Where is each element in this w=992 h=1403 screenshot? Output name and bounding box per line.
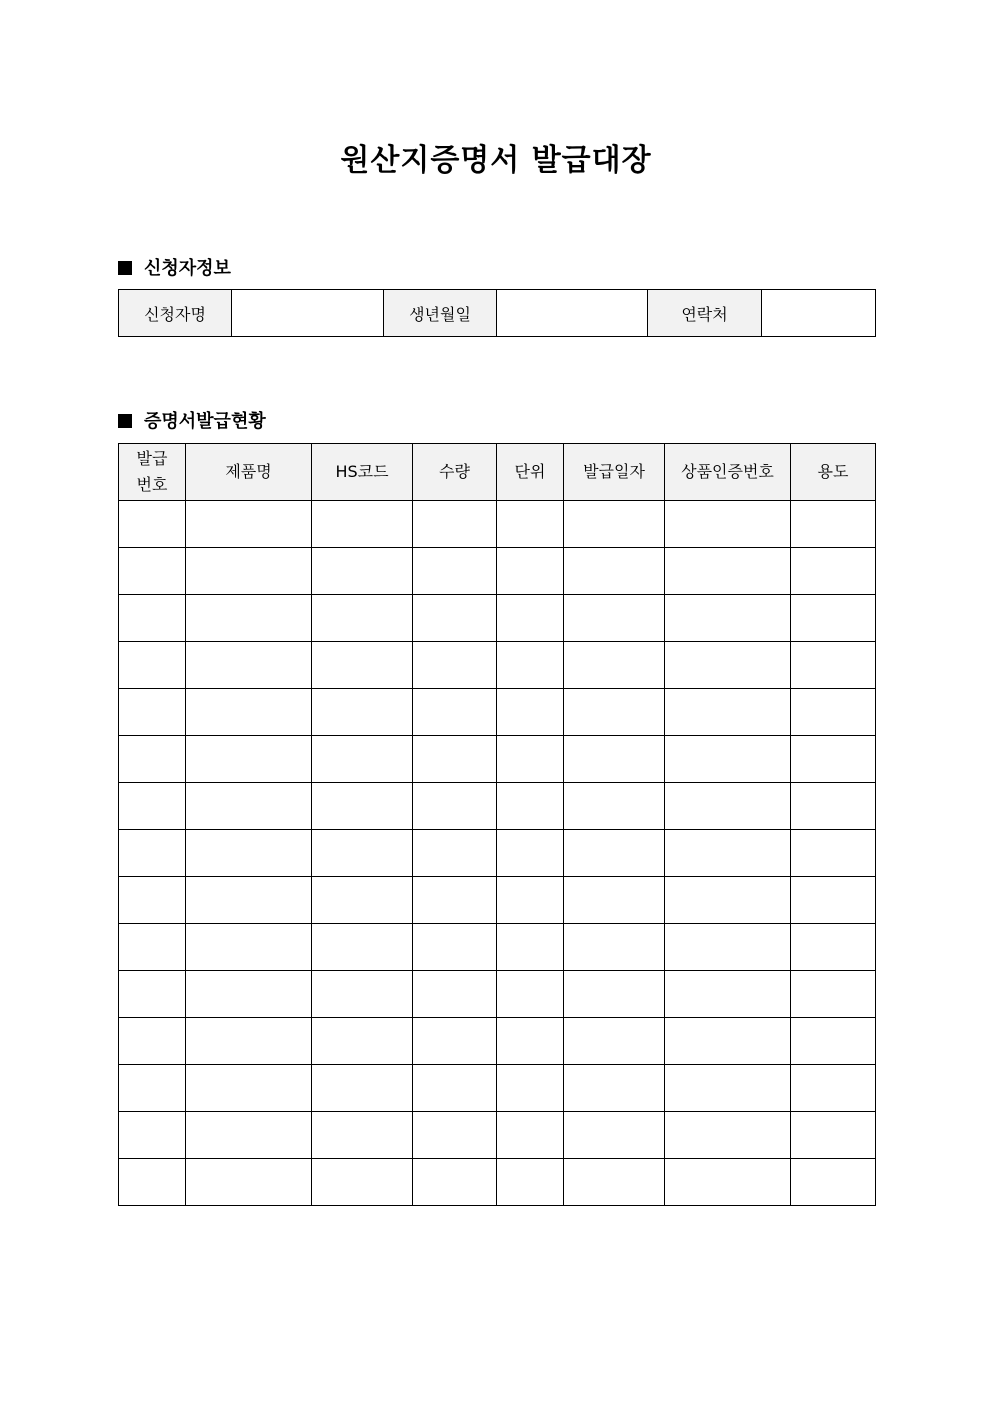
unit-cell[interactable] <box>497 1018 564 1065</box>
table-header-row <box>119 444 876 501</box>
table-row <box>119 736 876 783</box>
quantity-cell[interactable] <box>413 1159 497 1206</box>
unit-cell[interactable] <box>497 877 564 924</box>
product-cert-no-cell[interactable] <box>665 783 791 830</box>
product-cert-no-cell[interactable] <box>665 971 791 1018</box>
product-cert-no-cell[interactable] <box>665 1159 791 1206</box>
issue-date-cell[interactable] <box>564 877 665 924</box>
issue-no-cell[interactable] <box>119 1018 186 1065</box>
product-name-cell[interactable] <box>186 830 312 877</box>
unit-cell[interactable] <box>497 642 564 689</box>
unit-cell[interactable] <box>497 595 564 642</box>
issue-no-line1: 발급 <box>136 449 168 468</box>
hs-code-cell[interactable] <box>312 1018 413 1065</box>
square-bullet-icon <box>118 414 132 428</box>
unit-cell[interactable] <box>497 1065 564 1112</box>
product-name-cell[interactable] <box>186 736 312 783</box>
applicant-section-heading <box>118 254 231 280</box>
hs-code-cell[interactable] <box>312 971 413 1018</box>
unit-cell[interactable] <box>497 1112 564 1159</box>
usage-cell[interactable] <box>791 736 876 783</box>
hs-code-cell[interactable] <box>312 830 413 877</box>
table-row <box>119 501 876 548</box>
issue-no-cell[interactable] <box>119 642 186 689</box>
issue-no-line2: 번호 <box>136 475 168 494</box>
unit-cell[interactable] <box>497 736 564 783</box>
issue-no-cell[interactable] <box>119 971 186 1018</box>
hs-code-cell[interactable] <box>312 1112 413 1159</box>
column-header-quantity: 수량 <box>413 444 497 501</box>
quantity-cell[interactable] <box>413 924 497 971</box>
usage-cell[interactable] <box>791 1159 876 1206</box>
hs-code-cell[interactable] <box>312 689 413 736</box>
quantity-cell[interactable] <box>413 501 497 548</box>
quantity-cell[interactable] <box>413 971 497 1018</box>
table-row <box>119 1065 876 1112</box>
product-name-cell[interactable] <box>186 1112 312 1159</box>
usage-cell[interactable] <box>791 642 876 689</box>
issue-no-cell[interactable] <box>119 830 186 877</box>
issue-date-cell[interactable] <box>564 548 665 595</box>
product-cert-no-cell[interactable] <box>665 877 791 924</box>
usage-cell[interactable] <box>791 548 876 595</box>
product-name-cell[interactable] <box>186 1065 312 1112</box>
issue-date-cell[interactable] <box>564 1112 665 1159</box>
quantity-cell[interactable] <box>413 689 497 736</box>
product-name-cell[interactable] <box>186 924 312 971</box>
product-cert-no-cell[interactable] <box>665 501 791 548</box>
usage-cell[interactable] <box>791 501 876 548</box>
contact-label: 연락처 <box>648 290 762 337</box>
table-row <box>119 689 876 736</box>
usage-cell[interactable] <box>791 830 876 877</box>
usage-cell[interactable] <box>791 971 876 1018</box>
quantity-cell[interactable] <box>413 642 497 689</box>
applicant-info-table <box>118 289 876 337</box>
issuance-section-heading <box>118 407 266 433</box>
product-cert-no-cell[interactable] <box>665 736 791 783</box>
square-bullet-icon <box>118 261 132 275</box>
hs-code-cell[interactable] <box>312 783 413 830</box>
issue-date-cell[interactable] <box>564 830 665 877</box>
table-row <box>119 642 876 689</box>
issuance-register-table <box>118 443 876 1206</box>
column-header-usage: 용도 <box>791 444 876 501</box>
applicant-name-field[interactable] <box>232 290 384 337</box>
quantity-cell[interactable] <box>413 1112 497 1159</box>
unit-cell[interactable] <box>497 783 564 830</box>
quantity-cell[interactable] <box>413 783 497 830</box>
hs-code-cell[interactable] <box>312 501 413 548</box>
quantity-cell[interactable] <box>413 830 497 877</box>
quantity-cell[interactable] <box>413 877 497 924</box>
product-cert-no-cell[interactable] <box>665 830 791 877</box>
usage-cell[interactable] <box>791 1112 876 1159</box>
column-header-product-cert-no: 상품인증번호 <box>665 444 791 501</box>
table-row <box>119 1159 876 1206</box>
applicant-name-label: 신청자명 <box>119 290 232 337</box>
product-cert-no-cell[interactable] <box>665 689 791 736</box>
product-name-cell[interactable] <box>186 783 312 830</box>
issue-no-cell[interactable] <box>119 1159 186 1206</box>
product-name-cell[interactable] <box>186 595 312 642</box>
quantity-cell[interactable] <box>413 736 497 783</box>
unit-cell[interactable] <box>497 830 564 877</box>
product-cert-no-cell[interactable] <box>665 1112 791 1159</box>
issue-date-cell[interactable] <box>564 924 665 971</box>
quantity-cell[interactable] <box>413 595 497 642</box>
birth-date-field[interactable] <box>497 290 648 337</box>
product-cert-no-cell[interactable] <box>665 1018 791 1065</box>
usage-cell[interactable] <box>791 595 876 642</box>
product-name-cell[interactable] <box>186 1159 312 1206</box>
issue-no-cell[interactable] <box>119 595 186 642</box>
usage-cell[interactable] <box>791 783 876 830</box>
table-row <box>119 924 876 971</box>
hs-code-cell[interactable] <box>312 548 413 595</box>
product-name-cell[interactable] <box>186 642 312 689</box>
product-cert-no-cell[interactable] <box>665 924 791 971</box>
product-name-cell[interactable] <box>186 501 312 548</box>
usage-cell[interactable] <box>791 689 876 736</box>
column-header-unit: 단위 <box>497 444 564 501</box>
unit-cell[interactable] <box>497 1159 564 1206</box>
issue-no-cell[interactable] <box>119 689 186 736</box>
column-header-product-name: 제품명 <box>186 444 312 501</box>
product-cert-no-cell[interactable] <box>665 595 791 642</box>
table-row <box>119 1112 876 1159</box>
column-header-issue-no <box>119 444 186 501</box>
hs-code-cell[interactable] <box>312 736 413 783</box>
product-name-cell[interactable] <box>186 971 312 1018</box>
product-cert-no-cell[interactable] <box>665 548 791 595</box>
issue-no-cell[interactable] <box>119 548 186 595</box>
applicant-heading-text: 신청자정보 <box>144 258 231 279</box>
usage-cell[interactable] <box>791 877 876 924</box>
product-name-cell[interactable] <box>186 1018 312 1065</box>
table-row <box>119 548 876 595</box>
issue-date-cell[interactable] <box>564 642 665 689</box>
unit-cell[interactable] <box>497 689 564 736</box>
unit-cell[interactable] <box>497 548 564 595</box>
usage-cell[interactable] <box>791 1018 876 1065</box>
product-cert-no-cell[interactable] <box>665 1065 791 1112</box>
usage-cell[interactable] <box>791 1065 876 1112</box>
quantity-cell[interactable] <box>413 548 497 595</box>
unit-cell[interactable] <box>497 971 564 1018</box>
hs-code-cell[interactable] <box>312 1159 413 1206</box>
contact-field[interactable] <box>762 290 876 337</box>
issue-date-cell[interactable] <box>564 1065 665 1112</box>
table-body <box>119 501 876 1206</box>
issue-date-cell[interactable] <box>564 1159 665 1206</box>
issue-date-cell[interactable] <box>564 595 665 642</box>
product-name-cell[interactable] <box>186 548 312 595</box>
table-row <box>119 783 876 830</box>
issue-date-cell[interactable] <box>564 1018 665 1065</box>
issuance-heading-text: 증명서발급현황 <box>144 411 266 432</box>
table-row <box>119 877 876 924</box>
unit-cell[interactable] <box>497 501 564 548</box>
hs-code-cell[interactable] <box>312 877 413 924</box>
usage-cell[interactable] <box>791 924 876 971</box>
hs-code-cell[interactable] <box>312 642 413 689</box>
quantity-cell[interactable] <box>413 1065 497 1112</box>
unit-cell[interactable] <box>497 924 564 971</box>
issue-no-cell[interactable] <box>119 783 186 830</box>
applicant-info-row <box>119 290 876 337</box>
column-header-issue-date: 발급일자 <box>564 444 665 501</box>
hs-code-cell[interactable] <box>312 1065 413 1112</box>
issue-no-cell[interactable] <box>119 924 186 971</box>
issue-no-cell[interactable] <box>119 1112 186 1159</box>
issue-date-cell[interactable] <box>564 971 665 1018</box>
product-cert-no-cell[interactable] <box>665 642 791 689</box>
hs-code-cell[interactable] <box>312 595 413 642</box>
product-name-cell[interactable] <box>186 877 312 924</box>
birth-date-label: 생년월일 <box>384 290 497 337</box>
document-title: 원산지증명서 발급대장 <box>340 143 652 178</box>
product-name-cell[interactable] <box>186 689 312 736</box>
hs-code-cell[interactable] <box>312 924 413 971</box>
table-row <box>119 830 876 877</box>
issue-no-cell[interactable] <box>119 501 186 548</box>
table-row <box>119 971 876 1018</box>
issue-no-cell[interactable] <box>119 877 186 924</box>
issue-date-cell[interactable] <box>564 783 665 830</box>
column-header-hs-code: HS코드 <box>312 444 413 501</box>
issue-date-cell[interactable] <box>564 736 665 783</box>
table-row <box>119 595 876 642</box>
issue-no-cell[interactable] <box>119 1065 186 1112</box>
issue-date-cell[interactable] <box>564 689 665 736</box>
issue-date-cell[interactable] <box>564 501 665 548</box>
table-row <box>119 1018 876 1065</box>
quantity-cell[interactable] <box>413 1018 497 1065</box>
issue-no-cell[interactable] <box>119 736 186 783</box>
